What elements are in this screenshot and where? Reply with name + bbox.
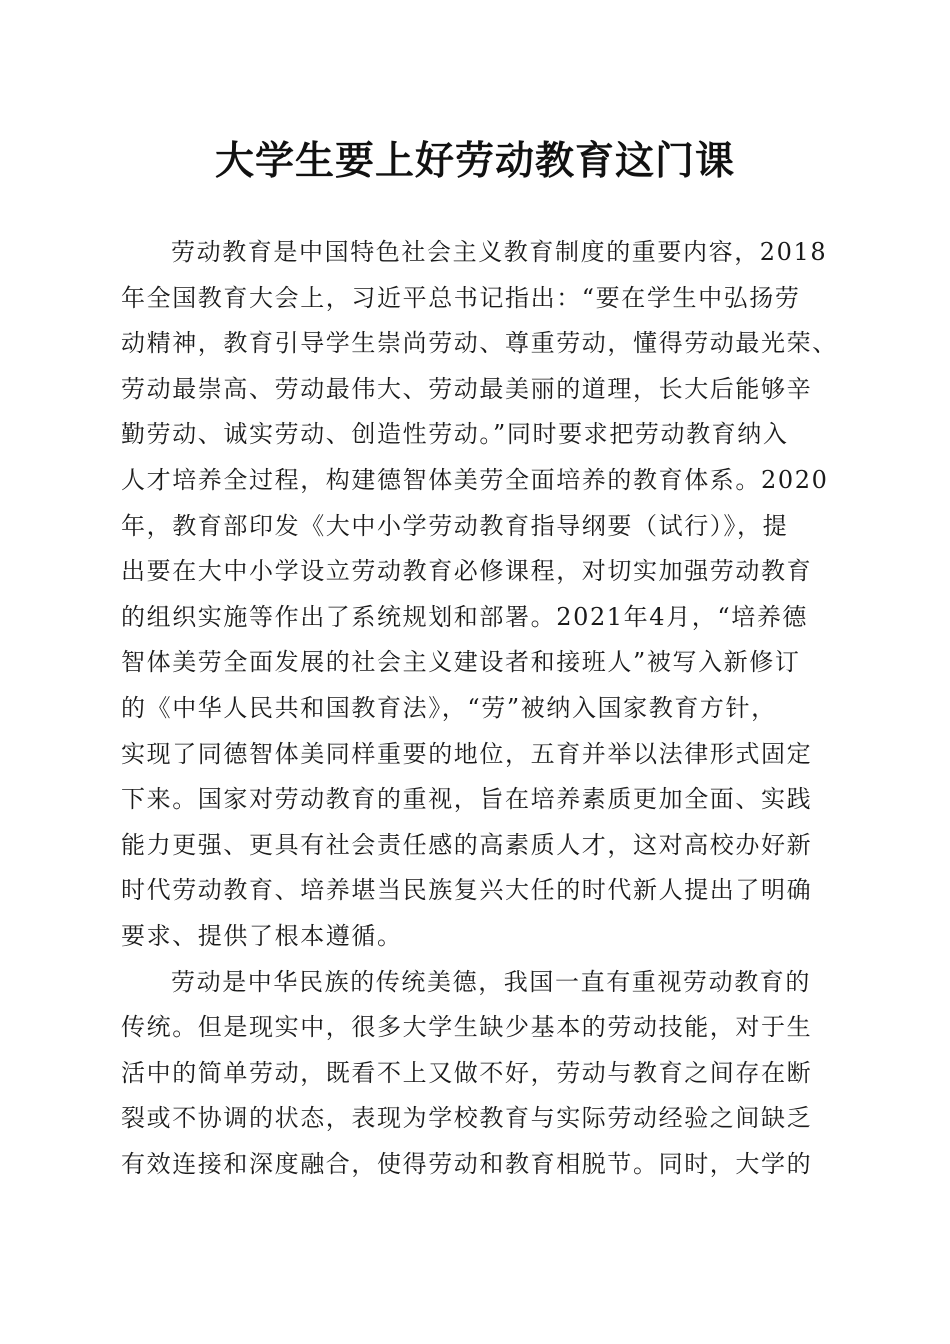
- paragraph-1: [121, 230, 841, 960]
- document-title: 大学生要上好劳动教育这门课: [214, 138, 735, 184]
- text-line: 时代劳动教育、培养堪当民族复兴大任的时代新人提出了明确: [121, 876, 813, 905]
- document-body: [121, 230, 841, 1187]
- text-line: 动精神，教育引导学生崇尚劳动、尊重劳动，懂得劳动最光荣、: [121, 329, 838, 358]
- text-line: 有效连接和深度融合，使得劳动和教育相脱节。同时，大学的: [121, 1149, 813, 1178]
- text-line: 传统。但是现实中，很多大学生缺少基本的劳动技能，对于生: [121, 1013, 813, 1042]
- text-line: 裂或不协调的状态，表现为学校教育与实际劳动经验之间缺乏: [121, 1104, 813, 1133]
- text-line: 智体美劳全面发展的社会主义建设者和接班人”被写入新修订: [121, 648, 801, 677]
- text-line: 人才培养全过程，构建德智体美劳全面培养的教育体系。2020: [121, 465, 829, 494]
- text-line: 实现了同德智体美同样重要的地位，五育并举以法律形式固定: [121, 739, 813, 768]
- text-line: 勤劳动、诚实劳动、创造性劳动。”同时要求把劳动教育纳入: [121, 420, 789, 449]
- text-line: 能力更强、更具有社会责任感的高素质人才，这对高校办好新: [121, 830, 813, 859]
- text-line: 年，教育部印发《大中小学劳动教育指导纲要（试行）》，提: [121, 511, 789, 540]
- text-line: 要求、提供了根本遵循。: [121, 921, 403, 950]
- text-line: 活中的简单劳动，既看不上又做不好，劳动与教育之间存在断: [121, 1058, 813, 1087]
- text-line: 年全国教育大会上，习近平总书记指出：“要在学生中弘扬劳: [121, 283, 801, 312]
- paragraph-2: [121, 960, 841, 1188]
- text-line: 劳动最崇高、劳动最伟大、劳动最美丽的道理，长大后能够辛: [121, 374, 813, 403]
- text-line: 劳动教育是中国特色社会主义教育制度的重要内容，2018: [171, 238, 828, 266]
- text-line: 的《中华人民共和国教育法》，“劳”被纳入国家教育方针，: [121, 693, 777, 722]
- text-line: 的组织实施等作出了系统规划和部署。2021年4月，“培养德: [121, 602, 809, 631]
- text-line: 劳动是中华民族的传统美德，我国一直有重视劳动教育的: [171, 967, 811, 996]
- text-line: 下来。国家对劳动教育的重视，旨在培养素质更加全面、实践: [121, 785, 813, 814]
- text-line: 出要在大中小学设立劳动教育必修课程，对切实加强劳动教育: [121, 557, 813, 586]
